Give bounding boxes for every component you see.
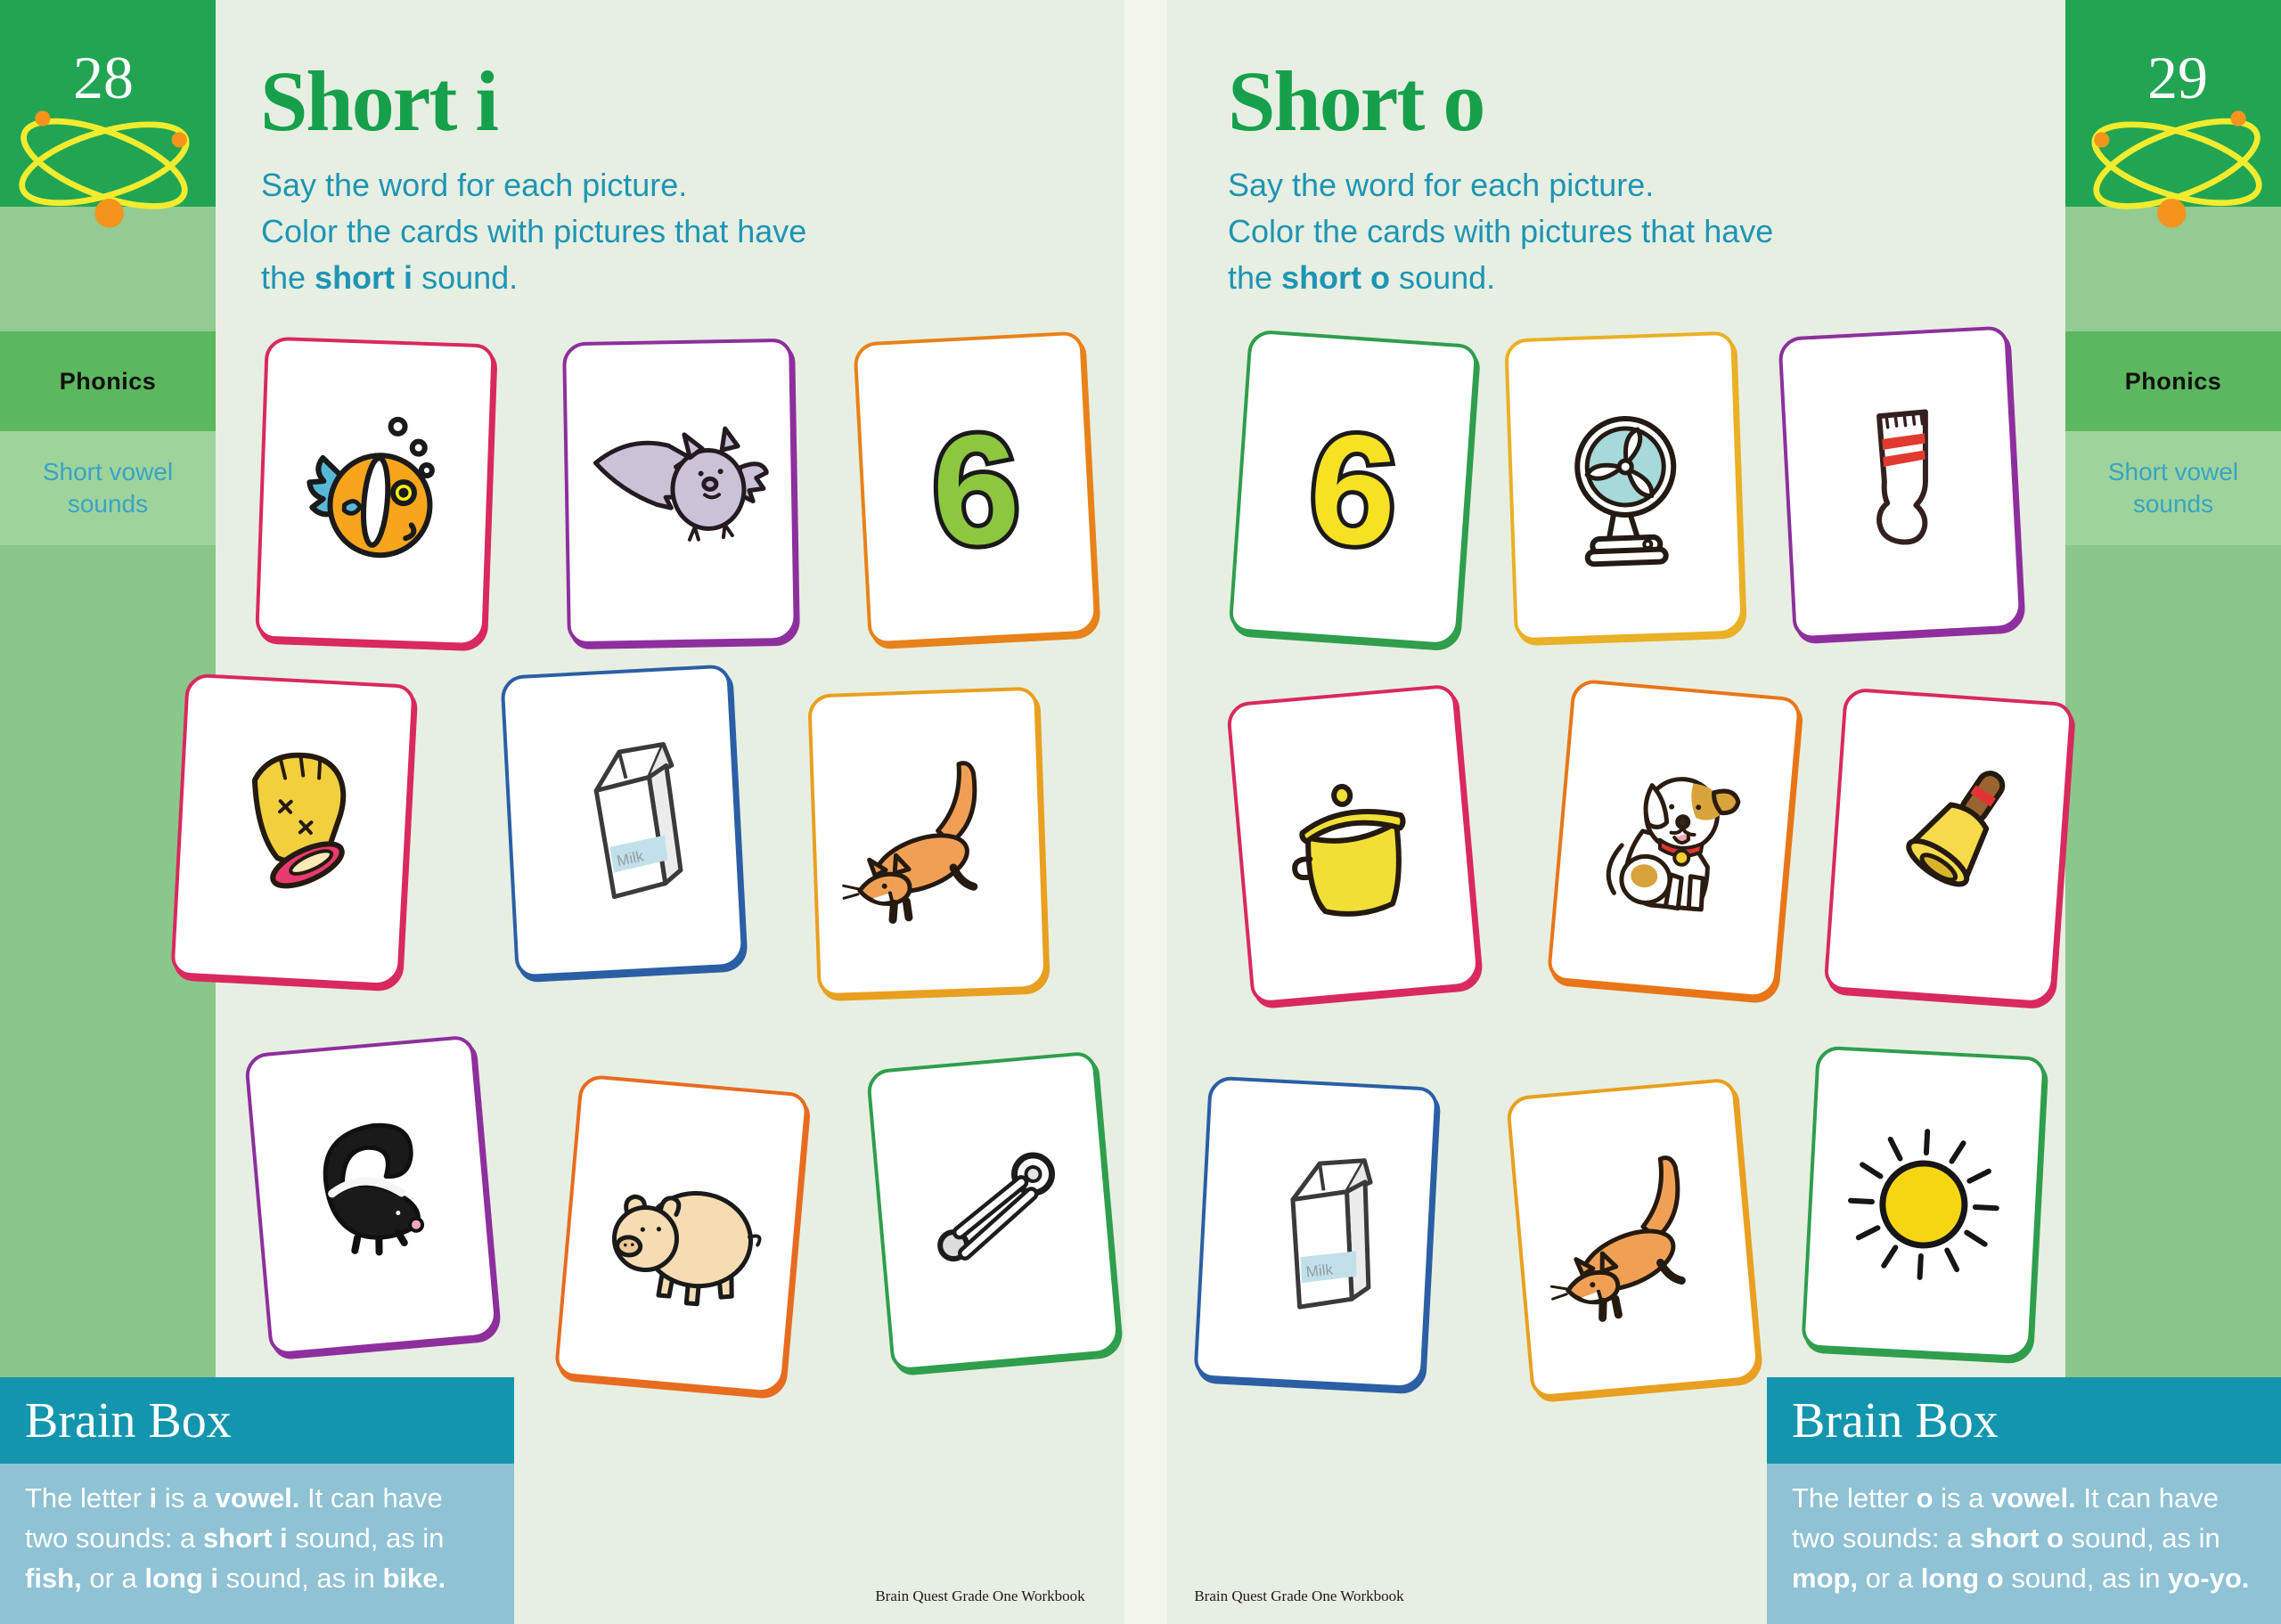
instructions-short-o xyxy=(1228,162,1869,301)
milk-carton-illustration xyxy=(529,723,717,919)
skunk-illustration xyxy=(274,1095,469,1297)
instruction-line: Color the cards with pictures that have xyxy=(1228,213,1774,249)
card-fish[interactable] xyxy=(255,337,495,648)
card-bell[interactable] xyxy=(1823,687,2073,1005)
card-fox[interactable] xyxy=(1506,1077,1762,1399)
book-footer-right: Brain Quest Grade One Workbook xyxy=(1194,1587,1404,1604)
sun-illustration xyxy=(1830,1105,2018,1301)
baseball-mitt-illustration xyxy=(200,732,388,928)
card-fox[interactable] xyxy=(807,687,1048,998)
card-milk-carton[interactable] xyxy=(500,664,745,978)
page-gutter xyxy=(1124,0,1167,1624)
card-sock[interactable] xyxy=(1778,325,2023,640)
number-six-illustration xyxy=(1258,388,1449,587)
brain-box-left xyxy=(0,1377,514,1624)
atom-icon xyxy=(7,78,198,241)
card-baseball-mitt[interactable] xyxy=(170,673,415,987)
pig-illustration xyxy=(585,1134,779,1336)
pot-illustration xyxy=(1256,744,1451,946)
left-category-label: Phonics xyxy=(59,367,157,395)
right-topic-band xyxy=(2065,431,2281,545)
right-category-band xyxy=(2065,331,2281,431)
brain-box-title: Brain Box xyxy=(1767,1377,2281,1464)
instruction-line: Say the word for each picture. xyxy=(1228,167,1655,203)
page-title-short-i: Short i xyxy=(260,53,498,149)
left-category-band xyxy=(0,331,216,431)
bell-illustration xyxy=(1853,747,2044,945)
card-skunk[interactable] xyxy=(244,1034,500,1356)
card-fan[interactable] xyxy=(1504,331,1745,642)
brain-box-text: The letter o is a vowel. It can have two sounds: a short o sound, as in mop, or a long o sound, as in yo-yo. xyxy=(1767,1464,2281,1624)
page-title-short-o: Short o xyxy=(1228,53,1484,149)
sock-illustration xyxy=(1807,385,1995,581)
svg-text:6: 6 xyxy=(928,401,1024,580)
page-number-28: 28 xyxy=(73,44,134,111)
brain-box-text: The letter i is a vowel. It can have two sounds: a short i sound, as in fish, or a long i sound, as in bike. xyxy=(0,1464,514,1624)
safety-pin-illustration xyxy=(896,1111,1091,1313)
milk-label: Milk xyxy=(1304,1261,1334,1281)
svg-text:6: 6 xyxy=(1304,400,1403,581)
fan-illustration xyxy=(1532,390,1716,583)
bat-illustration xyxy=(589,396,771,586)
instruction-line: the short i sound. xyxy=(261,259,519,296)
brain-box-right xyxy=(1767,1377,2281,1624)
instruction-line: the short o sound. xyxy=(1228,259,1496,296)
fox-illustration xyxy=(835,746,1019,939)
card-dog[interactable] xyxy=(1547,678,1803,1000)
left-topic-label: Short vowel sounds xyxy=(42,458,174,518)
instruction-line: Color the cards with pictures that have xyxy=(261,213,807,249)
left-topic-band xyxy=(0,431,216,545)
dog-illustration xyxy=(1577,739,1771,941)
number-six-illustration xyxy=(882,390,1070,586)
instructions-short-i xyxy=(261,162,903,301)
card-safety-pin[interactable] xyxy=(866,1050,1122,1372)
card-six-yellow[interactable] xyxy=(1228,329,1478,647)
milk-label: Milk xyxy=(615,847,646,870)
milk-carton-illustration xyxy=(1222,1135,1410,1331)
card-pig[interactable] xyxy=(554,1073,810,1395)
card-pot[interactable] xyxy=(1226,683,1482,1005)
brain-box-title: Brain Box xyxy=(0,1377,514,1464)
atom-icon xyxy=(2083,78,2274,241)
instruction-line: Say the word for each picture. xyxy=(261,167,688,203)
fish-illustration xyxy=(282,396,467,589)
right-topic-label: Short vowel sounds xyxy=(2107,458,2239,518)
right-category-label: Phonics xyxy=(2124,367,2222,395)
card-six-green[interactable] xyxy=(853,331,1098,645)
page-number-29: 29 xyxy=(2147,44,2208,111)
card-sun[interactable] xyxy=(1801,1045,2046,1359)
card-milk-carton[interactable] xyxy=(1193,1075,1438,1390)
fox-illustration xyxy=(1536,1138,1730,1340)
book-footer-left: Brain Quest Grade One Workbook xyxy=(875,1587,1085,1604)
card-bat[interactable] xyxy=(562,339,797,645)
